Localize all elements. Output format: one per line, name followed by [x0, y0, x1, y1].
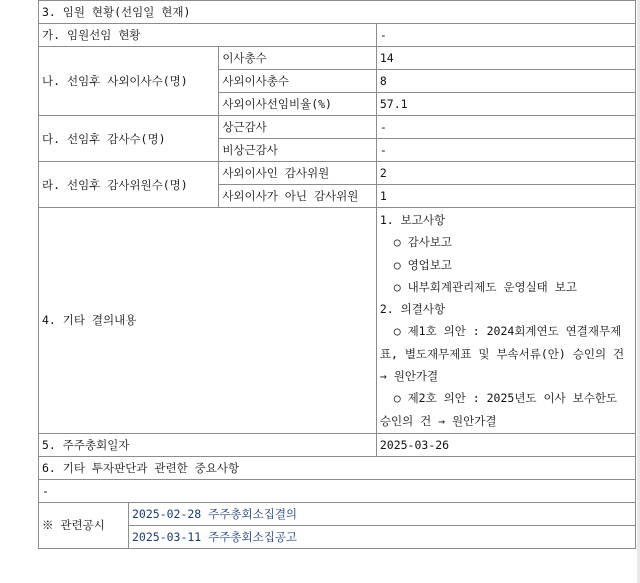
disclosure-table: [38, 0, 636, 503]
na-item-value: 57.1: [376, 93, 635, 116]
item5-label: 5. 주주총회일자: [39, 433, 377, 456]
related-label: ※ 관련공시: [39, 502, 129, 548]
ra-row-1: [39, 162, 636, 185]
related-link[interactable]: 2025-03-11 주주총회소집공고: [129, 525, 636, 548]
da-item-label: 비상근감사: [219, 139, 377, 162]
ga-value: -: [376, 24, 635, 47]
item4-value: 1. 보고사항 ○ 감사보고 ○ 영업보고 ○ 내부회계관리제도 운영실태 보고 2. 의결사항 ○ 제1호 의안 : 2024회계연도 연결재무제표, 별도재무제표 및 부속서류(안) 승인의 건 → 원안가결 ○ 제2호 의안 : 2025년도 이사 보수한도 승인의 건 → 원안가결: [376, 208, 635, 434]
related-link[interactable]: 2025-02-28 주주총회소집결의: [129, 502, 636, 525]
na-item-label: 사외이사선임비율(%): [219, 93, 377, 116]
da-item-value: -: [376, 116, 635, 139]
related-row-2: [39, 525, 636, 548]
item4-row: [39, 208, 636, 434]
ra-label: 라. 선임후 감사위원수(명): [39, 162, 219, 208]
related-row-1: [39, 502, 636, 525]
item5-value: 2025-03-26: [376, 433, 635, 456]
ra-item-label: 사외이사인 감사위원: [219, 162, 377, 185]
item4-label: 4. 기타 결의내용: [39, 208, 377, 434]
na-row-1: [39, 47, 636, 70]
na-label: 나. 선임후 사외이사수(명): [39, 47, 219, 116]
ra-item-value: 2: [376, 162, 635, 185]
item6-label: 6. 기타 투자판단과 관련한 중요사항: [39, 456, 636, 479]
na-item-label: 사외이사총수: [219, 70, 377, 93]
ga-label: 가. 임원선임 현황: [39, 24, 377, 47]
da-row-1: [39, 116, 636, 139]
ra-item-value: 1: [376, 185, 635, 208]
item6-row: [39, 456, 636, 479]
da-item-label: 상근감사: [219, 116, 377, 139]
item6-value-row: [39, 479, 636, 502]
na-item-value: 8: [376, 70, 635, 93]
da-label: 다. 선임후 감사수(명): [39, 116, 219, 162]
disclosure-document: [38, 0, 636, 549]
da-item-value: -: [376, 139, 635, 162]
section3-row: [39, 1, 636, 24]
item6-value: -: [39, 479, 636, 502]
section3-title: 3. 임원 현황(선임일 현재): [39, 1, 636, 24]
na-item-value: 14: [376, 47, 635, 70]
item5-row: [39, 433, 636, 456]
ra-item-label: 사외이사가 아닌 감사위원: [219, 185, 377, 208]
ga-row: [39, 24, 636, 47]
na-item-label: 이사총수: [219, 47, 377, 70]
related-disclosure-table: [38, 502, 636, 549]
